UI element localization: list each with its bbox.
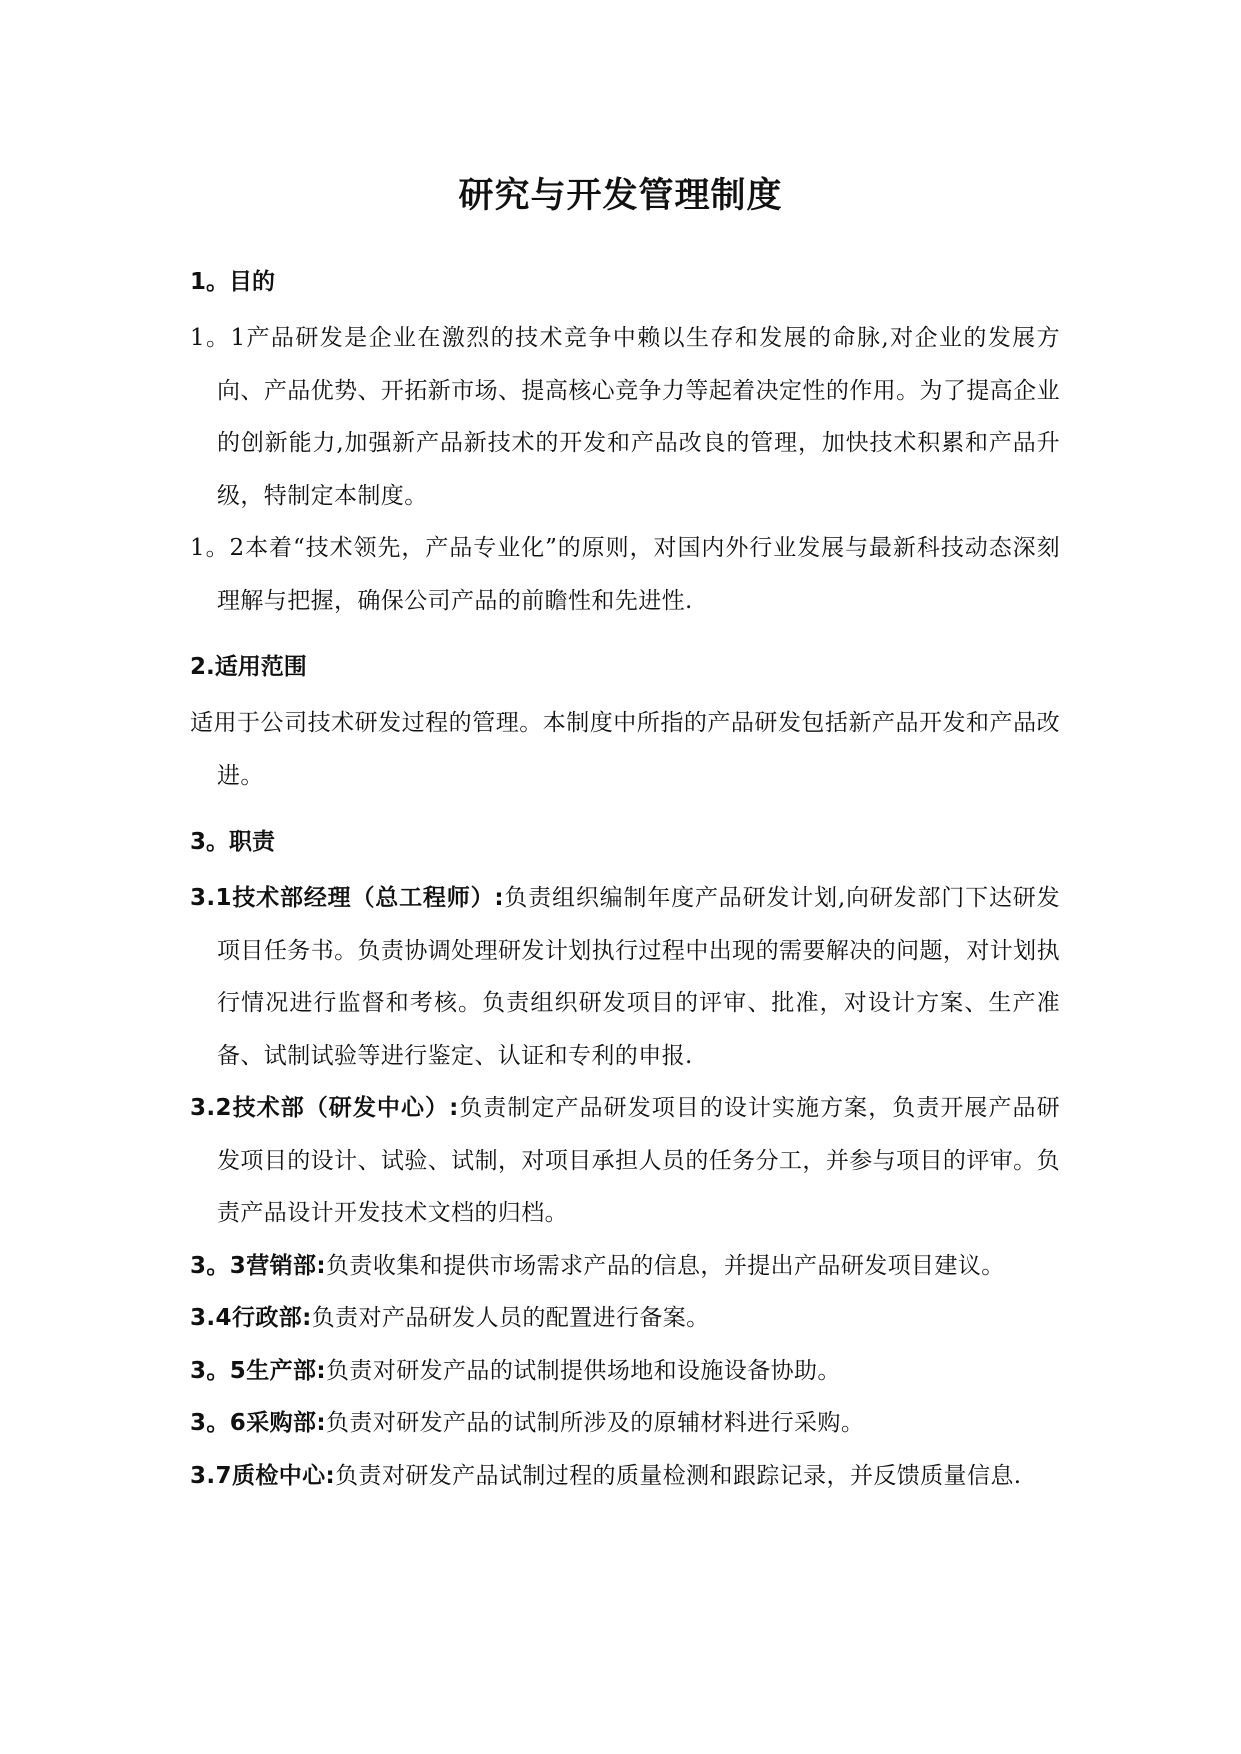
duty-item-text: 负责对产品研发人员的配置进行备案。	[311, 1305, 710, 1331]
duty-item-text: 负责制定产品研发项目的设计实施方案，负责开展产品研发项目的设计、试验、试制，对项目承担人员的任务分工，并参与项目的评审。负责产品设计开发技术文档的归档。	[217, 1095, 1060, 1226]
section-heading-scope: 2.适用范围	[190, 654, 307, 680]
document-title: 研究与开发管理制度	[458, 176, 783, 216]
duty-item	[190, 1397, 1060, 1450]
section-heading-duties: 3。职责	[190, 829, 276, 855]
duty-item-label: 3.7质检中心:	[190, 1462, 336, 1489]
scope-paragraph: 适用于公司技术研发过程的管理。本制度中所指的产品研发包括新产品开发和产品改进。	[190, 710, 1060, 789]
duty-item-text: 负责组织编制年度产品研发计划,向研发部门下达研发项目任务书。负责协调处理研发计划执行过程中出现的需要解决的问题，对计划执行情况进行监督和考核。负责组织研发项目的评审、批准，对设计方案、生产准备、试制试验等进行鉴定、认证和专利的申报.	[217, 885, 1060, 1069]
duty-item-text: 负责对研发产品的试制提供场地和设施设备协助。	[326, 1357, 841, 1384]
duty-item-label: 3.1技术部经理（总工程师）:	[190, 885, 504, 911]
duty-item-text: 负责对研发产品试制过程的质量检测和跟踪记录，并反馈质量信息.	[335, 1462, 1022, 1489]
purpose-paragraph-1: 1。1产品研发是企业在激烈的技术竞争中赖以生存和发展的命脉,对企业的发展方向、产品优势、开拓新市场、提高核心竞争力等起着决定性的作用。为了提高企业的创新能力,加强新产品新技术的开发和产品改良的管理，加快技术积累和产品升级，特制定本制度。	[190, 325, 1060, 509]
purpose-paragraph-2: 1。2本着“技术领先，产品专业化”的原则，对国内外行业发展与最新科技动态深刻理解与把握，确保公司产品的前瞻性和先进性.	[190, 535, 1060, 614]
duty-item-label: 3。6采购部:	[190, 1410, 327, 1436]
duty-item-label: 3.2技术部（研发中心）:	[190, 1095, 459, 1121]
duty-item	[190, 1292, 1060, 1345]
duty-item-label: 3。3营销部:	[190, 1252, 327, 1279]
duty-item-label: 3.4行政部:	[190, 1305, 312, 1331]
duty-item-label: 3。5生产部:	[190, 1357, 327, 1384]
duty-item	[190, 1240, 1060, 1293]
duty-item	[190, 872, 1060, 1082]
duty-item	[190, 1345, 1060, 1398]
duty-item-text: 负责收集和提供市场需求产品的信息，并提出产品研发项目建议。	[326, 1252, 1005, 1279]
duty-item	[190, 1082, 1060, 1240]
section-heading-purpose: 1。目的	[190, 269, 276, 295]
document-body	[190, 262, 1060, 1502]
duty-item	[190, 1450, 1060, 1503]
duty-item-text: 负责对研发产品的试制所涉及的原辅材料进行采购。	[326, 1410, 865, 1436]
